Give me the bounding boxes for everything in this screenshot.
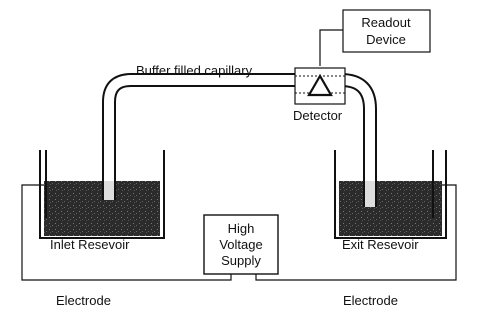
capillary-exit-bore — [365, 181, 375, 207]
inlet-label: Inlet Resevoir — [50, 237, 130, 252]
electrode-label-right: Electrode — [343, 293, 398, 308]
readout-label-line1: Readout — [361, 15, 411, 30]
hv-label-line2: Voltage — [219, 237, 263, 252]
capillary-inlet-bore — [104, 181, 114, 200]
signal-wire — [320, 30, 343, 66]
hv-label-line3: Supply — [221, 253, 261, 268]
electrode-label-left: Electrode — [56, 293, 111, 308]
capillary-label: Buffer filled capillary — [136, 63, 253, 78]
exit-liquid — [339, 181, 442, 236]
exit-label: Exit Resevoir — [342, 237, 419, 252]
readout-label-line2: Device — [366, 32, 406, 47]
hv-label-line1: High — [227, 221, 255, 236]
detector-label: Detector — [293, 108, 343, 123]
